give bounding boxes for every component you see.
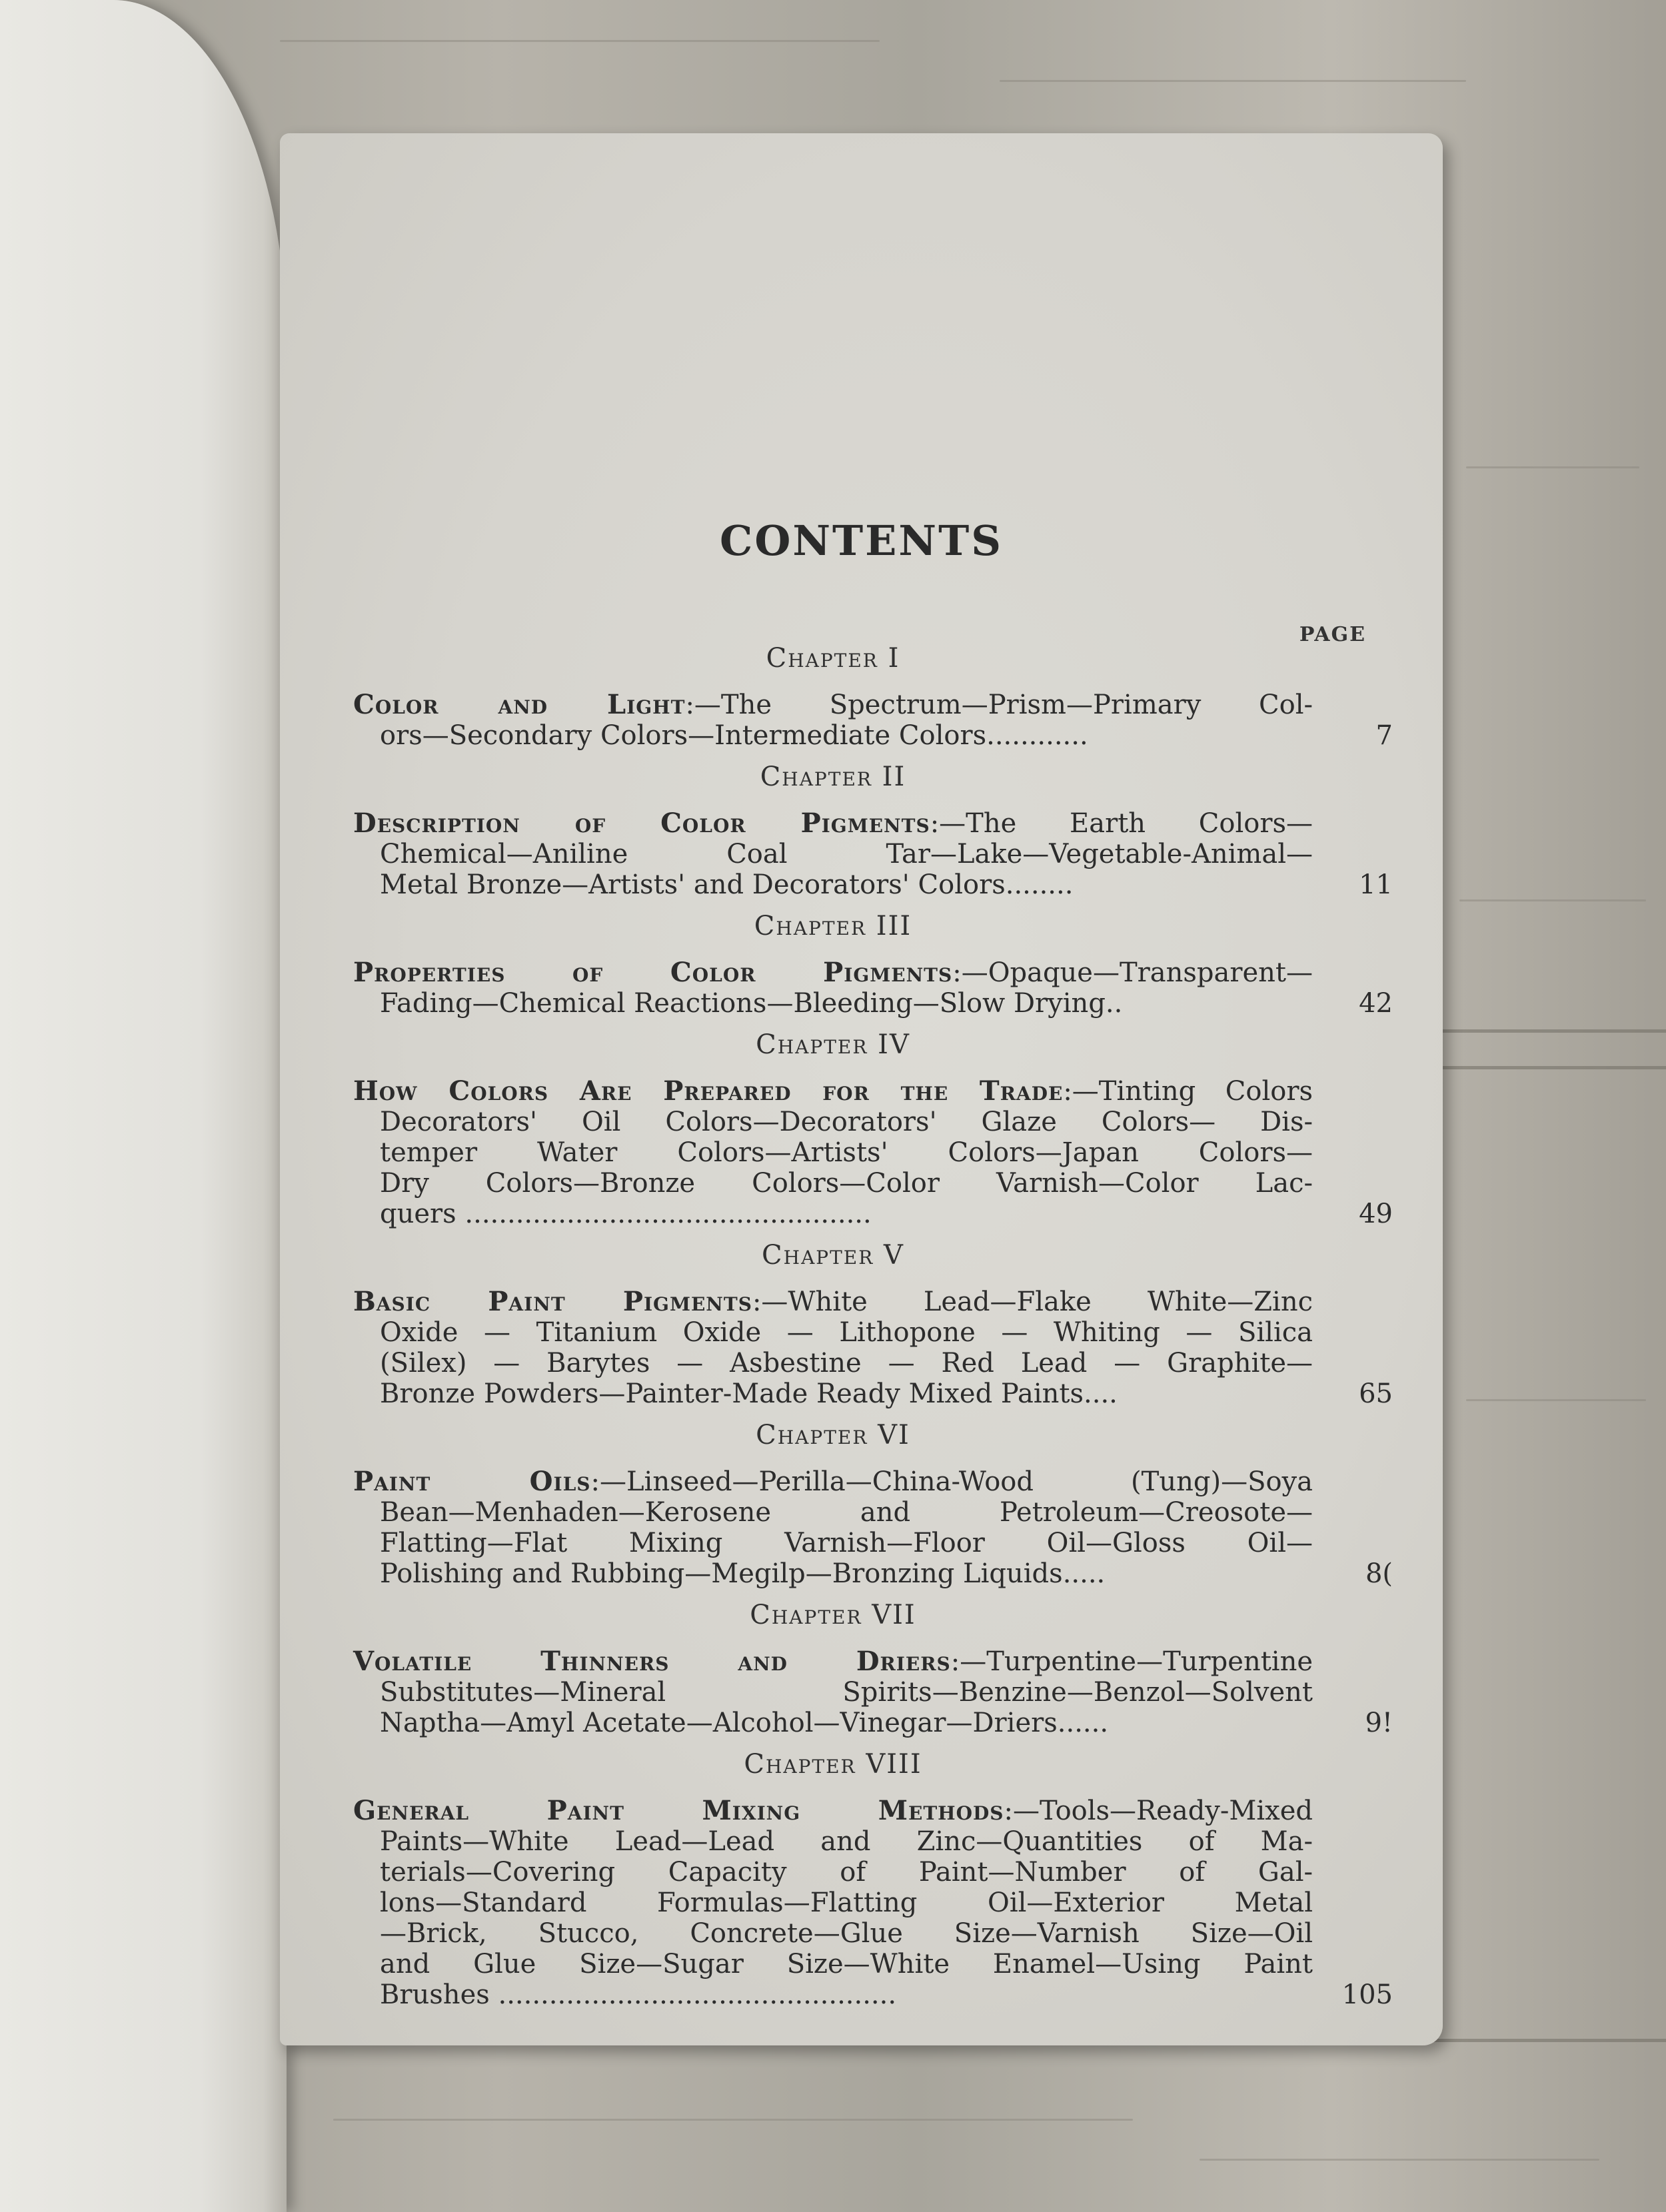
description-text: Oxide — Titanium Oxide — Lithopone — Whiting — Silica (380, 1317, 1313, 1348)
description-line (353, 1796, 1313, 1826)
description-text: Bean—Menhaden—Kerosene and Petroleum—Creosote— (380, 1497, 1313, 1528)
description-text: :—Tools—Ready-Mixed (1004, 1796, 1313, 1826)
description-line (353, 1979, 1313, 2010)
description-text: and Glue Size—Sugar Size—White Enamel—Using Paint (380, 1949, 1313, 1979)
description-line (353, 988, 1313, 1019)
contents-list (353, 643, 1393, 2021)
description-text: Fading—Chemical Reactions—Bleeding—Slow Drying.. (380, 988, 1123, 1019)
description-line (353, 1137, 1313, 1168)
chapter-description (353, 1795, 1393, 2010)
description-text: Metal Bronze—Artists' and Decorators' Colors........ (380, 869, 1074, 900)
chapter-entry (353, 1600, 1393, 1738)
chapter-entry (353, 1749, 1393, 2010)
description-line (353, 1528, 1313, 1558)
description-line (353, 1677, 1313, 1708)
description-text: (Silex) — Barytes — Asbestine — Red Lead — Graphite— (380, 1348, 1313, 1379)
page-number: 11 (1359, 869, 1393, 900)
description-text: Substitutes—Mineral Spirits—Benzine—Benzol—Solvent (380, 1677, 1313, 1708)
chapter-description (353, 1646, 1393, 1738)
page-number: 49 (1359, 1199, 1393, 1229)
chapter-description (353, 689, 1393, 751)
description-text: Brushes ............................................... (380, 1979, 897, 2010)
description-text: —Brick, Stucco, Concrete—Glue Size—Varnish Size—Oil (380, 1918, 1313, 1949)
page-number: 9! (1365, 1708, 1393, 1738)
chapter-description (353, 808, 1393, 900)
wood-grain (1466, 1399, 1646, 1401)
wood-grain (1459, 899, 1646, 901)
description-line (353, 869, 1313, 900)
description-line (353, 1949, 1313, 1979)
description-text: terials—Covering Capacity of Paint—Number of Gal- (380, 1857, 1313, 1888)
chapter-title: Description of Color Pigments (353, 808, 930, 839)
chapter-label: Chapter VII (750, 1600, 916, 1630)
description-line (353, 1708, 1313, 1738)
description-text: Decorators' Oil Colors—Decorators' Glaze Colors— Dis- (380, 1107, 1313, 1137)
chapter-label: Chapter IV (756, 1029, 910, 1060)
description-line (353, 1107, 1313, 1137)
page-number: 42 (1359, 988, 1393, 1019)
description-text: :—Turpentine—Turpentine (950, 1646, 1313, 1677)
chapter-entry (353, 1029, 1393, 1229)
page-number: 8( (1365, 1558, 1393, 1589)
wood-grain (280, 40, 880, 42)
description-line (353, 1646, 1313, 1677)
chapter-title: Volatile Thinners and Driers (353, 1646, 951, 1677)
description-line (353, 808, 1313, 839)
chapter-title: General Paint Mixing Methods (353, 1795, 1004, 1826)
chapter-entry (353, 762, 1393, 900)
chapter-entry (353, 1240, 1393, 1409)
chapter-title: How Colors Are Prepared for the Trade (353, 1075, 1064, 1107)
chapter-description (353, 1075, 1393, 1229)
description-line (353, 1168, 1313, 1199)
chapter-entry (353, 643, 1393, 751)
description-text: Paints—White Lead—Lead and Zinc—Quantities of Ma- (380, 1826, 1313, 1857)
chapter-entry (353, 911, 1393, 1019)
chapter-label: Chapter II (760, 762, 906, 792)
chapter-description (353, 1286, 1393, 1409)
description-line (353, 1826, 1313, 1857)
description-text: Chemical—Aniline Coal Tar—Lake—Vegetable-Animal— (380, 839, 1313, 869)
description-line (353, 839, 1313, 869)
page-number: 105 (1341, 1979, 1393, 2010)
chapter-title: Properties of Color Pigments (353, 957, 953, 988)
description-text: :—Tinting Colors (1063, 1076, 1313, 1107)
description-text: Dry Colors—Bronze Colors—Color Varnish—Color Lac- (380, 1168, 1313, 1199)
contents-page (280, 133, 1443, 2045)
description-text: Flatting—Flat Mixing Varnish—Floor Oil—Gloss Oil— (380, 1528, 1313, 1558)
wood-grain (333, 2119, 1133, 2121)
description-line (353, 1466, 1313, 1497)
description-line (353, 1497, 1313, 1528)
description-text: quers ................................................ (380, 1199, 872, 1229)
description-text: Bronze Powders—Painter-Made Ready Mixed Paints.... (380, 1379, 1118, 1409)
description-line (353, 1348, 1313, 1379)
description-line (353, 1076, 1313, 1107)
description-text: :—The Spectrum—Prism—Primary Col- (685, 690, 1313, 720)
description-text: :—The Earth Colors— (930, 808, 1313, 839)
chapter-title: Color and Light (353, 689, 686, 720)
description-line (353, 720, 1313, 751)
description-line (353, 1379, 1313, 1409)
chapter-label: Chapter VIII (744, 1749, 922, 1780)
description-line (353, 1918, 1313, 1949)
chapter-entry (353, 1420, 1393, 1589)
description-line (353, 1888, 1313, 1918)
description-text: ors—Secondary Colors—Intermediate Colors............ (380, 720, 1088, 751)
description-line (353, 1558, 1313, 1589)
chapter-title: Paint Oils (353, 1466, 591, 1497)
description-line (353, 690, 1313, 720)
page-number: 65 (1359, 1379, 1393, 1409)
chapter-label: Chapter V (762, 1240, 904, 1271)
page-column-heading: PAGE (1299, 623, 1366, 646)
description-text: :—Linseed—Perilla—China-Wood (Tung)—Soya (590, 1466, 1313, 1497)
wood-grain (1000, 80, 1466, 82)
description-line (353, 957, 1313, 988)
wood-grain (1200, 2159, 1599, 2161)
wood-grain (1466, 466, 1639, 468)
chapter-label: Chapter VI (756, 1420, 910, 1450)
page-title: CONTENTS (719, 516, 1003, 565)
chapter-title: Basic Paint Pigments (353, 1286, 752, 1317)
description-line (353, 1199, 1313, 1229)
description-line (353, 1317, 1313, 1348)
chapter-description (353, 1466, 1393, 1589)
left-book-page (0, 0, 287, 2212)
description-line (353, 1287, 1313, 1317)
description-text: Naptha—Amyl Acetate—Alcohol—Vinegar—Driers...... (380, 1708, 1109, 1738)
page-number: 7 (1375, 720, 1393, 751)
description-text: Polishing and Rubbing—Megilp—Bronzing Liquids..... (380, 1558, 1106, 1589)
description-text: temper Water Colors—Artists' Colors—Japan Colors— (380, 1137, 1313, 1168)
description-text: :—Opaque—Transparent— (952, 957, 1313, 988)
description-text: lons—Standard Formulas—Flatting Oil—Exterior Metal (380, 1888, 1313, 1918)
description-text: :—White Lead—Flake White—Zinc (752, 1287, 1313, 1317)
chapter-label: Chapter III (754, 911, 912, 941)
description-line (353, 1857, 1313, 1888)
chapter-description (353, 957, 1393, 1019)
chapter-label: Chapter I (766, 643, 900, 674)
